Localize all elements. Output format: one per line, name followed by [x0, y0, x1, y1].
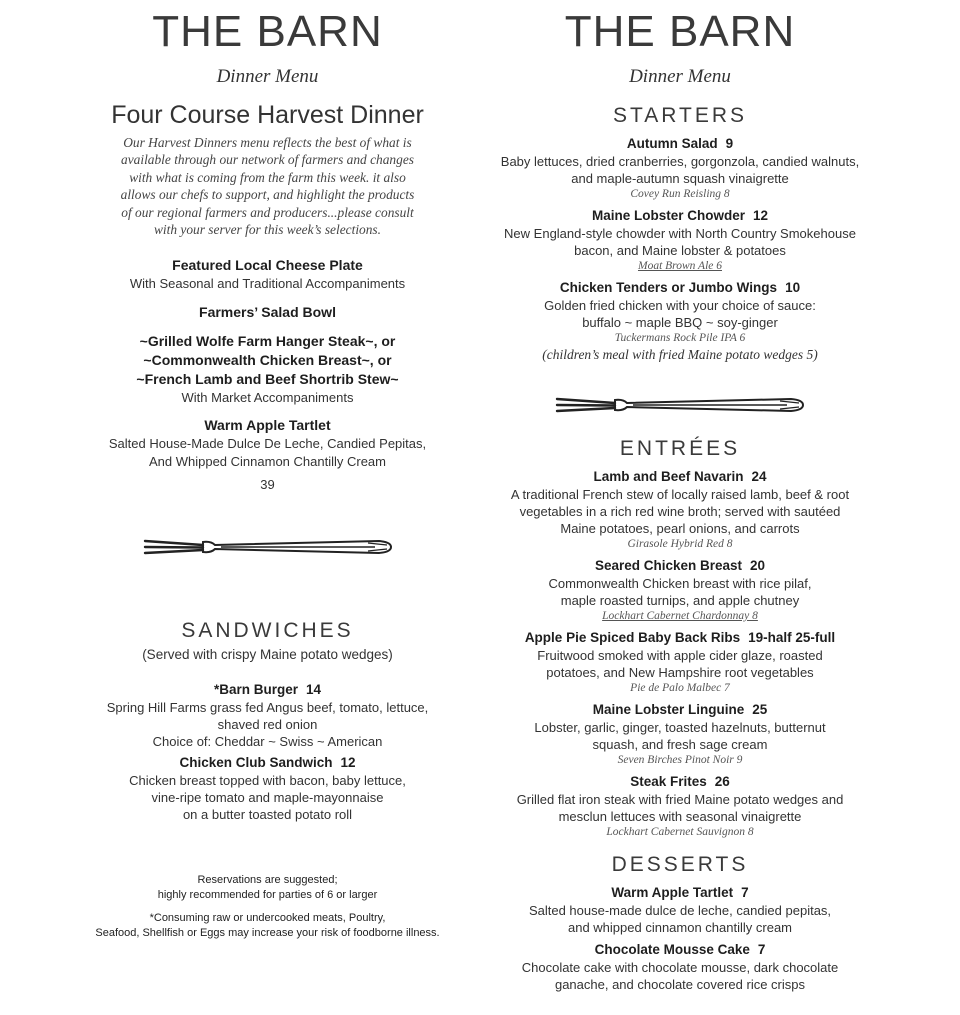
item-price: 24: [751, 469, 767, 484]
intro-line: allows our chefs to support, and highlight the products: [120, 187, 415, 203]
item-name: *Barn Burger: [213, 682, 298, 698]
item-desc: shaved red onion: [217, 717, 318, 733]
brand-title: THE BARN: [564, 7, 796, 56]
starters-heading: STARTERS: [612, 104, 748, 127]
menu-item: [490, 279, 870, 346]
item-desc: Chocolate cake with chocolate mousse, dark chocolate: [521, 960, 839, 975]
entrees-list: [490, 468, 870, 840]
item-desc: vine-ripe tomato and maple-mayonnaise: [151, 790, 384, 806]
item-desc: buffalo ~ maple BBQ ~ soy-ginger: [582, 315, 778, 330]
desserts-list: [490, 884, 870, 993]
item-desc: potatoes, and New Hampshire root vegetables: [546, 665, 814, 680]
wine-pairing: Lockhart Cabernet Chardonnay 8: [602, 610, 758, 622]
item-desc: New England-style chowder with North Country Smokehouse: [504, 226, 856, 241]
course-salad: [60, 303, 475, 322]
item-desc: Chicken breast topped with bacon, baby lettuce,: [129, 773, 406, 789]
item-name: Warm Apple Tartlet: [611, 885, 734, 900]
menu-item: [490, 135, 870, 202]
intro-line: available through our network of farmers and changes: [121, 152, 414, 168]
item-price: 7: [741, 885, 749, 900]
item-name: Lamb and Beef Navarin: [593, 469, 744, 484]
item-desc: Grilled flat iron steak with fried Maine potato wedges and: [516, 792, 844, 807]
desserts-heading: DESSERTS: [611, 853, 749, 876]
menu-item: [490, 207, 870, 274]
wine-pairing: Covey Run Reisling 8: [630, 188, 730, 200]
item-desc: Lobster, garlic, ginger, toasted hazelnuts, butternut: [534, 720, 826, 735]
item-name: Chocolate Mousse Cake: [594, 942, 750, 957]
course-dessert: [60, 416, 475, 494]
intro-line: Our Harvest Dinners menu reflects the best of what is: [123, 134, 412, 150]
item-name: Steak Frites: [630, 774, 707, 789]
entree-option: ~Commonwealth Chicken Breast~, or: [143, 351, 392, 368]
footer-line: Seafood, Shellfish or Eggs may increase your risk of foodborne illness.: [95, 927, 440, 940]
menu-item: [490, 884, 870, 936]
left-menu-column: [60, 0, 475, 941]
harvest-dinner-heading: Four Course Harvest Dinner: [111, 101, 424, 129]
item-desc: Commonwealth Chicken breast with rice pilaf,: [548, 576, 812, 591]
item-desc: Choice of: Cheddar ~ Swiss ~ American: [152, 734, 383, 750]
course-desc: And Whipped Cinnamon Chantilly Cream: [148, 453, 386, 469]
footer-line: highly recommended for parties of 6 or larger: [157, 889, 378, 902]
item-price: 12: [340, 755, 356, 771]
item-name: Maine Lobster Linguine: [592, 702, 745, 717]
item-name: Autumn Salad: [626, 136, 718, 151]
harvest-price: 39: [260, 477, 275, 493]
wine-pairing: Pie de Palo Malbec 7: [630, 682, 730, 694]
menu-item: [490, 941, 870, 993]
item-desc: bacon, and Maine lobster & potatoes: [574, 243, 786, 258]
course-title: Featured Local Cheese Plate: [172, 257, 363, 274]
intro-line: of our regional farmers and producers...please consult: [121, 204, 414, 220]
item-desc: and maple-autumn squash vinaigrette: [571, 171, 789, 186]
item-name: Apple Pie Spiced Baby Back Ribs: [524, 630, 741, 645]
footer-line: Reservations are suggested;: [197, 874, 338, 887]
menu-item: [490, 468, 870, 552]
wine-pairing: Girasole Hybrid Red 8: [627, 538, 733, 550]
sandwiches-note: (Served with crispy Maine potato wedges): [142, 646, 393, 662]
course-title: Warm Apple Tartlet: [204, 417, 331, 434]
item-price: 10: [785, 280, 801, 295]
brand-title: THE BARN: [152, 7, 383, 56]
item-desc: ganache, and chocolate covered rice crisps: [554, 977, 806, 992]
item-price: 14: [306, 682, 322, 698]
footer-line: *Consuming raw or undercooked meats, Poultry,: [149, 912, 386, 925]
intro-line: with your server for this week’s selections.: [154, 222, 381, 238]
entrees-heading: ENTRÉES: [619, 437, 741, 460]
right-menu-column: [490, 0, 870, 993]
wine-pairing: Lockhart Cabernet Sauvignon 8: [606, 826, 754, 838]
item-desc: on a butter toasted potato roll: [182, 807, 353, 823]
item-desc: vegetables in a rich red wine broth; served with sautéed: [519, 504, 841, 519]
intro-line: with what is coming from the farm this week. it also: [129, 169, 406, 185]
menu-item: [490, 557, 870, 624]
food-safety-warning: [60, 911, 475, 941]
wine-pairing: Seven Birches Pinot Noir 9: [617, 754, 743, 766]
item-price: 9: [725, 136, 734, 151]
harvest-intro: [68, 134, 467, 240]
entree-option: ~French Lamb and Beef Shortrib Stew~: [136, 370, 399, 387]
reservations-note: [60, 873, 475, 903]
item-desc: mesclun lettuces with seasonal vinaigrette: [558, 809, 802, 824]
wine-pairing: Moat Brown Ale 6: [637, 260, 722, 272]
course-title: Farmers’ Salad Bowl: [199, 303, 336, 320]
starters-list: [490, 135, 870, 346]
item-price: 20: [750, 558, 766, 573]
item-desc: maple roasted turnips, and apple chutney: [560, 593, 800, 608]
course-desc: With Seasonal and Traditional Accompaniments: [129, 276, 406, 292]
entree-option: ~Grilled Wolfe Farm Hanger Steak~, or: [139, 332, 396, 349]
item-name: Chicken Tenders or Jumbo Wings: [559, 280, 778, 295]
kids-meal-note: (children’s meal with fried Maine potato wedges 5): [542, 347, 818, 362]
item-desc: Maine potatoes, pearl onions, and carrots: [560, 521, 800, 536]
item-desc: and whipped cinnamon chantilly cream: [567, 920, 792, 935]
course-entree: [60, 332, 475, 407]
item-price: 7: [757, 942, 766, 957]
menu-subtitle: Dinner Menu: [629, 66, 731, 87]
item-desc: Baby lettuces, dried cranberries, gorgonzola, candied walnuts,: [500, 154, 860, 169]
course-desc: With Market Accompaniments: [181, 389, 354, 405]
item-price: 19-half 25-full: [748, 630, 836, 645]
menu-item: [490, 773, 870, 840]
wine-pairing: Tuckermans Rock Pile IPA 6: [614, 332, 746, 344]
item-desc: Salted house-made dulce de leche, candied pepitas,: [528, 903, 832, 918]
course-desc: Salted House-Made Dulce De Leche, Candied Pepitas,: [108, 436, 427, 452]
item-name: Maine Lobster Chowder: [591, 208, 745, 223]
item-price: 12: [752, 208, 769, 223]
item-name: Seared Chicken Breast: [594, 558, 743, 573]
item-price: 26: [714, 774, 730, 789]
menu-subtitle: Dinner Menu: [216, 66, 319, 87]
menu-item-chicken-club: [60, 754, 475, 823]
item-desc: A traditional French stew of locally raised lamb, beef & root: [510, 487, 850, 502]
course-cheese: [60, 256, 475, 293]
item-desc: Golden fried chicken with your choice of sauce:: [544, 298, 816, 313]
menu-item: [490, 701, 870, 768]
menu-item: [490, 629, 870, 696]
item-name: Chicken Club Sandwich: [179, 755, 333, 771]
item-price: 25: [752, 702, 768, 717]
fork-divider-icon: [555, 390, 805, 420]
item-desc: Fruitwood smoked with apple cider glaze, roasted: [537, 648, 823, 663]
sandwiches-heading: SANDWICHES: [181, 618, 354, 642]
item-desc: Spring Hill Farms grass fed Angus beef, tomato, lettuce,: [106, 700, 429, 716]
fork-divider-icon: [143, 532, 393, 562]
menu-item-barn-burger: [60, 681, 475, 750]
item-desc: squash, and fresh sage cream: [592, 737, 768, 752]
